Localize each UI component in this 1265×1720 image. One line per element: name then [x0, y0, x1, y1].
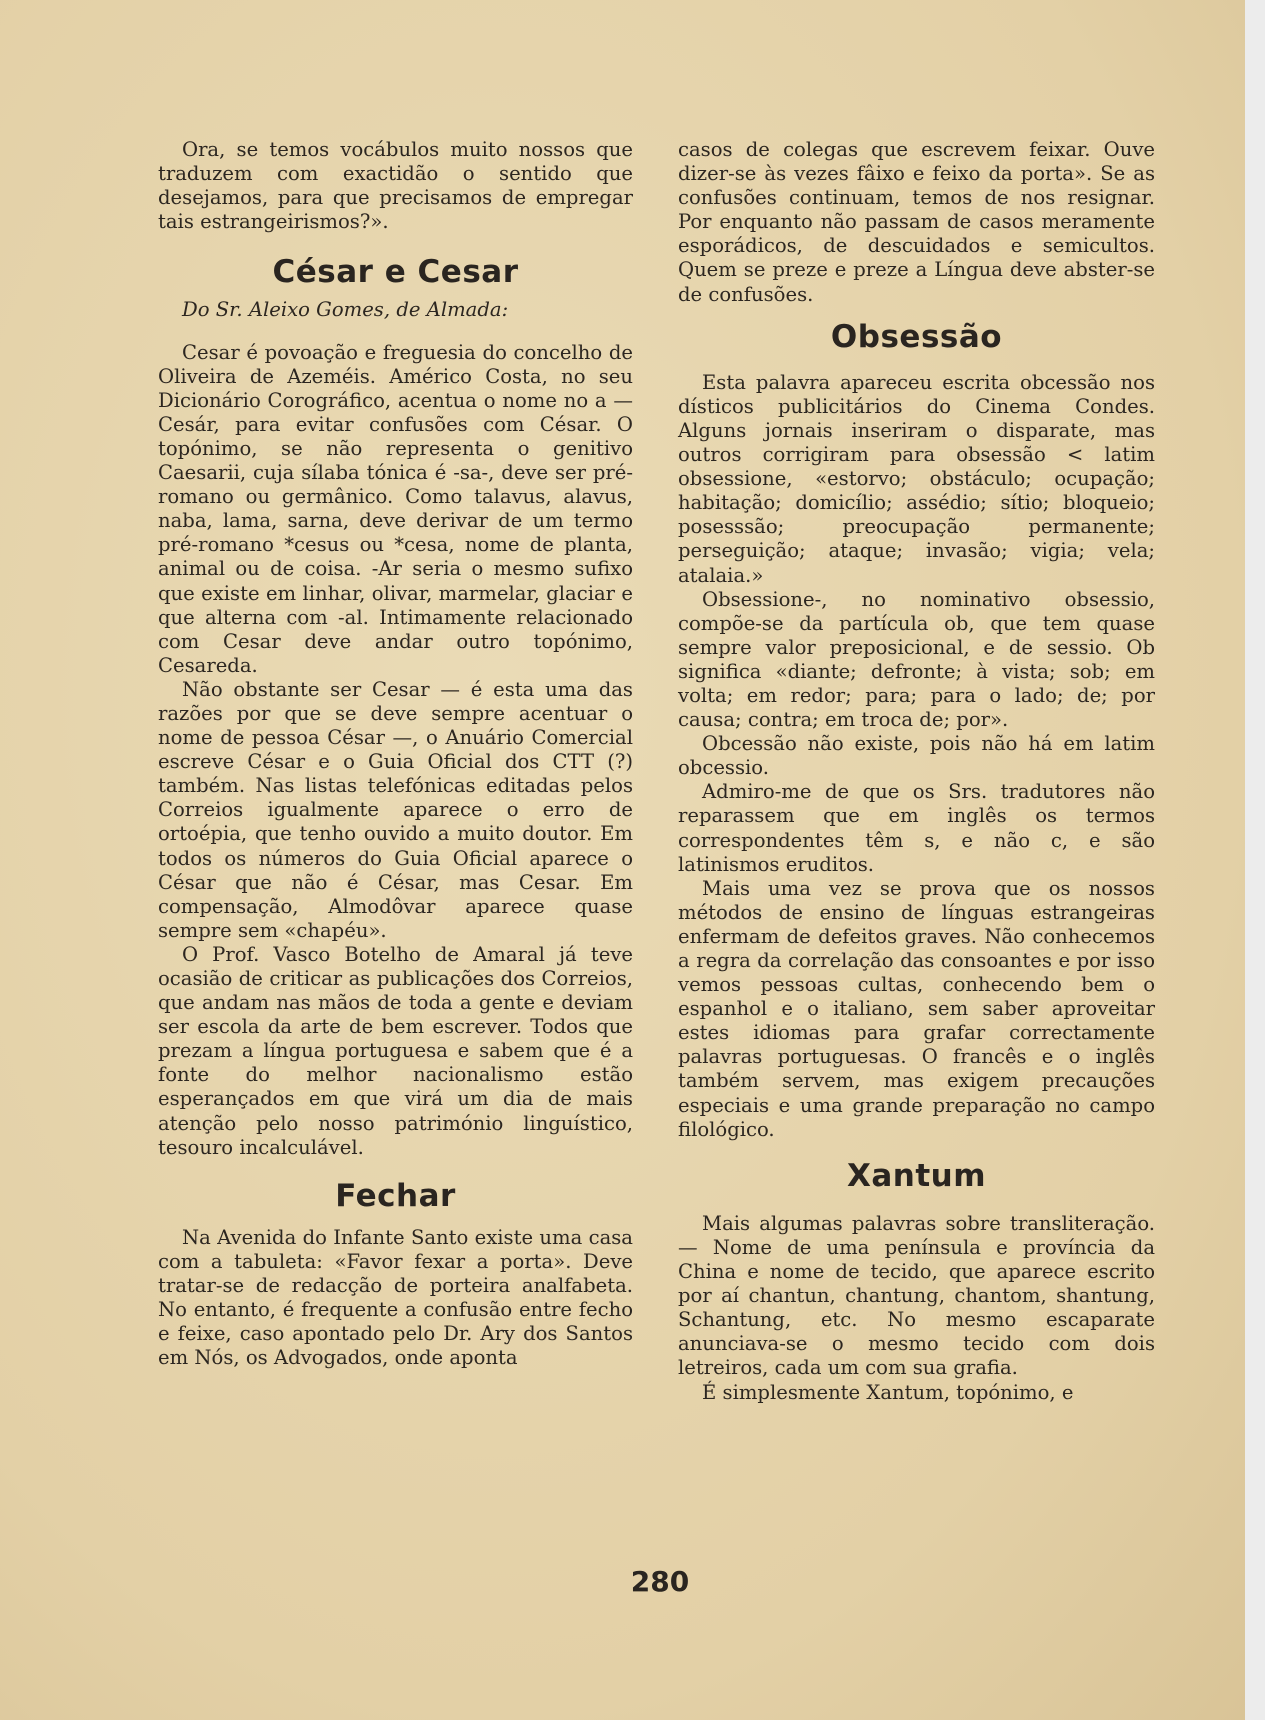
section-heading-xantum: Xantum: [846, 1157, 987, 1194]
paragraph: É simplesmente Xantum, topónimo, e: [702, 1380, 1074, 1404]
paragraph: Não obstante ser Cesar — é esta uma das razões por que se deve sempre acentuar o nome de pessoa César —, o Anuário Comercial escreve César e o Guia Oficial dos CTT (?) também. Nas listas telefónicas editadas pelos Correios igualmente aparece o erro de ortoépia, que tenho ouvido a muito doutor. Em todos os números do Guia Oficial aparece o César que não é César, mas Cesar. Em compensação, Almodôvar aparece quase sempre sem «chapéu».: [158, 677, 633, 942]
paragraph: Obcessão não existe, pois não há em latim obcessio.: [678, 732, 1155, 780]
page-number: 280: [630, 1565, 690, 1598]
paragraph: casos de colegas que escrevem feixar. Ouve dizer-se às vezes fâixo e feixo da porta». Se as confusões continuam, temos de nos resignar. Por enquanto não passam de casos meramente esporádicos, de descuidados e semicultos. Quem se preze e preze a Língua deve abster-se de confusões.: [678, 138, 1155, 306]
section-heading-fechar: Fechar: [335, 1177, 456, 1214]
section-heading-cesar: César e Cesar: [272, 254, 519, 291]
paragraph: Na Avenida do Infante Santo existe uma casa com a tabuleta: «Favor fexar a porta». Deve tratar-se de redacção de porteira analfabeta. No entanto, é frequente a confusão entre fecho e feixe, caso apontado pelo Dr. Ary dos Santos em Nós, os Advogados, onde aponta: [158, 1225, 633, 1370]
paragraph: Mais algumas palavras sobre transliteração. — Nome de uma península e província da China e nome de tecido, que aparece escrito por aí chantun, chantung, chantom, shantung, Schantung, etc. No mesmo escaparate anunciava-se o mesmo tecido com dois letreiros, cada um com sua grafia.: [678, 1211, 1155, 1380]
right-column: [678, 138, 1155, 1405]
page-edge: [1245, 0, 1265, 1720]
paragraph: Mais uma vez se prova que os nossos métodos de ensino de línguas estrangeiras enfermam de defeitos graves. Não conhecemos a regra da correlação das consoantes e por isso vemos pessoas cultas, conhecendo bem o espanhol e o italiano, sem saber aproveitar estes idiomas para grafar correctamente palavras portuguesas. O francês e o inglês também servem, mas exigem precauções especiais e uma grande preparação no campo filológico.: [678, 876, 1155, 1141]
paragraph: Cesar é povoação e freguesia do concelho de Oliveira de Azeméis. Américo Costa, no seu Dicionário Corográfico, acentua o nome no a — Cesár, para evitar confusões com César. O topónimo, se não representa o genitivo Caesarii, cuja sílaba tónica é -sa-, deve ser pré-romano ou germânico. Como talavus, alavus, naba, lama, sarna, deve derivar de um termo pré-romano *cesus ou *cesa, nome de planta, animal ou de coisa. -Ar seria o mesmo sufixo que existe em linhar, olivar, marmelar, glaciar e que alterna com -al. Intimamente relacionado com Cesar deve andar outro topónimo, Cesareda.: [158, 340, 633, 677]
left-column: [158, 138, 633, 1370]
section-heading-obsessao: Obsessão: [830, 318, 1003, 355]
paragraph: Esta palavra apareceu escrita obcessão nos dísticos publicitários do Cinema Condes. Alguns jornais inseriram o disparate, mas outros corrigiram para obsessão < latim obsessione, «estorvo; obstáculo; ocupação; habitação; domicílio; assédio; sítio; bloqueio; posesssão; preocupação permanente; perseguição; ataque; invasão; vigia; vela; atalaia.»: [678, 370, 1155, 587]
paragraph: O Prof. Vasco Botelho de Amaral já teve ocasião de criticar as publicações dos Correios, que andam nas mãos de toda a gente e deviam ser escola da arte de bem escrever. Todos que prezam a língua portuguesa e sabem que é a fonte do melhor nacionalismo estão esperançados em que virá um dia de mais atenção pelo nosso património linguístico, tesouro incalculável.: [158, 942, 633, 1159]
paragraph: Ora, se temos vocábulos muito nossos que traduzem com exactidão o sentido que desejamos, para que precisamos de empregar tais estrangeirismos?».: [158, 138, 633, 234]
byline: Do Sr. Aleixo Gomes, de Almada:: [182, 298, 509, 322]
paragraph: Obsessione-, no nominativo obsessio, compõe-se da partícula ob, que tem quase sempre valor preposicional, e de sessio. Ob significa «diante; defronte; à vista; sob; em volta; em redor; para; para o lado; de; por causa; contra; em troca de; por».: [678, 587, 1155, 732]
paragraph: Admiro-me de que os Srs. tradutores não reparassem que em inglês os termos correspondentes têm s, e não c, e são latinismos eruditos.: [678, 780, 1155, 876]
